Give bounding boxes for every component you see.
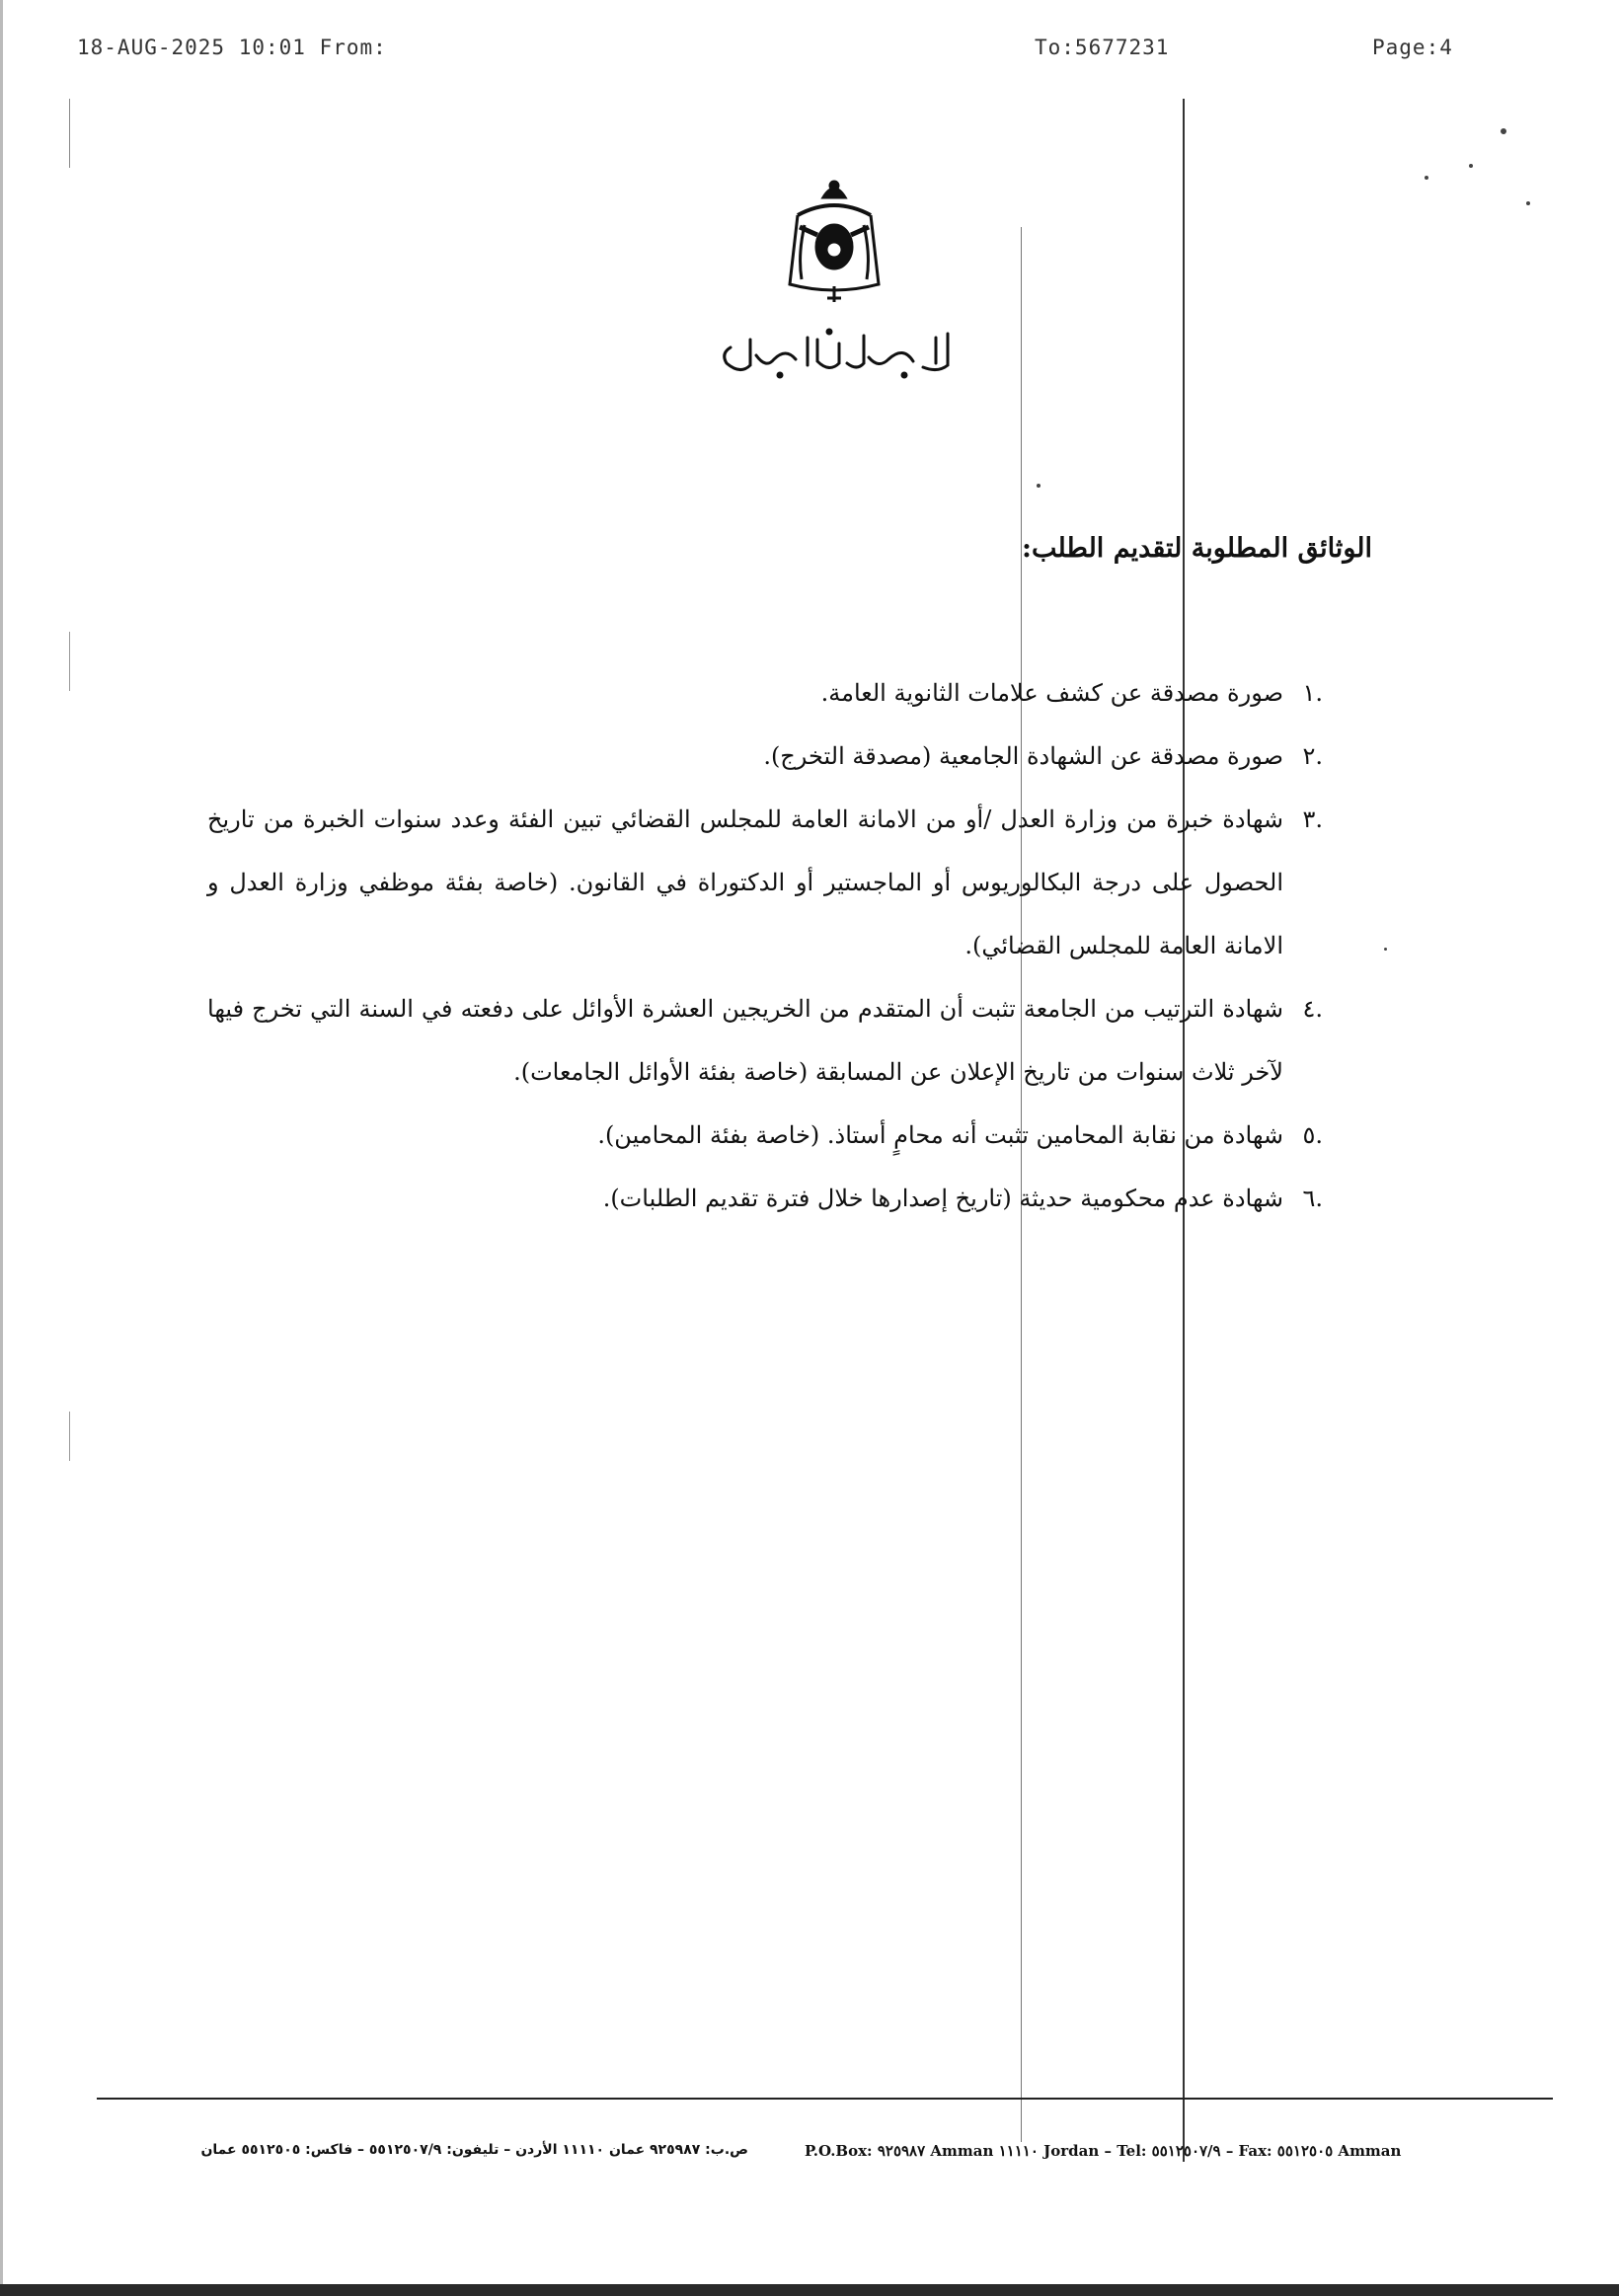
item-number: .٥	[1302, 1121, 1323, 1149]
fax-page-number: Page:4	[1372, 36, 1453, 59]
scan-bottom-edge	[0, 2284, 1619, 2296]
footer-english-contact: P.O.Box: ٩٢٥٩٨٧ Amman ١١١١٠ Jordan – Tel: ٥٥١٢٥٠٧/٩ – Fax: ٥٥١٢٥٠٥ Amman	[805, 2142, 1402, 2160]
item-text: صورة مصدقة عن كشف علامات الثانوية العامة.	[820, 679, 1283, 707]
scan-left-tick	[69, 99, 70, 168]
scan-left-tick	[69, 1412, 70, 1461]
item-text: شهادة من نقابة المحامين تثبت أنه محامٍ أستاذ. (خاصة بفئة المحامين).	[597, 1121, 1283, 1149]
requirements-list	[207, 661, 1323, 1230]
scan-speck	[1469, 164, 1473, 168]
item-number: .٤	[1302, 995, 1323, 1023]
scan-speck	[1037, 484, 1041, 488]
scan-speck	[1526, 201, 1530, 205]
footer-divider	[97, 2098, 1553, 2100]
item-text: صورة مصدقة عن الشهادة الجامعية (مصدقة التخرج).	[763, 742, 1283, 770]
item-number: .٦	[1302, 1185, 1323, 1212]
list-item	[207, 1167, 1323, 1230]
item-text: شهادة الترتيب من الجامعة تثبت أن المتقدم من الخريجين العشرة الأوائل على دفعته في السنة التي تخرج فيها لآخر ثلاث سنوات من تاريخ الإعلان عن المسابقة (خاصة بفئة الأوائل الجامعات).	[207, 995, 1283, 1086]
scan-speck	[1425, 176, 1428, 180]
scan-speck	[1384, 948, 1387, 951]
item-text: شهادة عدم محكومية حديثة (تاريخ إصدارها خلال فترة تقديم الطلبات).	[602, 1185, 1283, 1212]
item-number: .٣	[1302, 805, 1323, 833]
list-item	[207, 788, 1323, 977]
jordan-coat-of-arms-icon	[780, 176, 888, 309]
item-text: شهادة خبرة من وزارة العدل /أو من الامانة العامة للمجلس القضائي تبين الفئة وعدد سنوات الخبرة من تاريخ الحصول على درجة البكالوريوس أو الماجستير أو الدكتوراة في القانون. (خاصة بفئة موظفي وزارة العدل و الامانة العامة للمجلس القضائي).	[207, 805, 1283, 959]
list-item	[207, 725, 1323, 788]
scan-left-edge	[0, 0, 3, 2296]
item-number: .٢	[1302, 742, 1323, 770]
requirements-heading: الوثائق المطلوبة لتقديم الطلب:	[1022, 533, 1372, 564]
scan-left-tick	[69, 632, 70, 691]
fax-datetime-from: 18-AUG-2025 10:01 From:	[77, 36, 387, 59]
fax-to-number: To:5677231	[1035, 36, 1170, 59]
list-item	[207, 977, 1323, 1104]
item-number: .١	[1302, 679, 1323, 707]
footer-arabic-contact: ص.ب: ٩٢٥٩٨٧ عمان ١١١١٠ الأردن – تليفون: ٥٥١٢٥٠٧/٩ – فاكس: ٥٥١٢٥٠٥ عمان	[200, 2142, 748, 2158]
list-item	[207, 1104, 1323, 1167]
scan-speck	[1501, 128, 1506, 134]
list-item	[207, 661, 1323, 725]
organization-calligraphy-logo	[711, 324, 958, 383]
